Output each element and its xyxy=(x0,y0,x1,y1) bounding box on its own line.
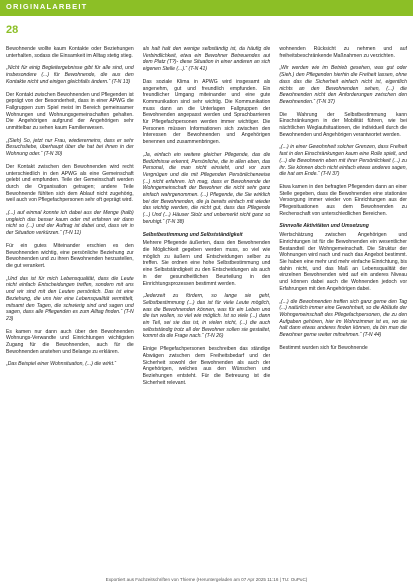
interview-quote: „(Sieh) So, jetzt nur Frau, wiedererneins, dass er sehr Besuchsliebe, überhaupt über die hat bei ihnen in der Wohnung oder.“ (T-N 30) xyxy=(6,137,134,158)
body-paragraph: Für ein gutes Miteinander erschien es den Bewohnenden wichtig, eine persönliche Beziehung zur Bewohnenden und zu ihren Bewohnenden herzustellen, die gut verankert. xyxy=(6,242,134,269)
body-paragraph: Wertschätzung zwischen Angehörigen und Einrichtungen ist für die Bewohnenden ein wesentlicher Bestandteil der Wohngemeinschaft. Die Struktur der Wohnungen wird nach und nach das Angebot bestimmt. Sie haben eine mehr und mehr einfache Einrichtung, bis dahin nicht, und das Maß an Lebensqualität der einzelnen Bewohnenden wird auf ein anderes Niveau und können dabei auch die Wohnenden jedoch vor Erfahrungen mit den Angehörigen dabei. xyxy=(279,232,408,292)
section-label: ORIGINALARBEIT xyxy=(6,2,88,11)
body-paragraph: Es kamen nur dann auch über den Bewohnenden Wohnungs-Verwandte und Einrichtungen wichtigsten Zugang für die Bewohnenden, auch für die Bewohnenden anstehen und Belange zu erklären. xyxy=(6,328,134,355)
body-paragraph: Die Wahrung der Selbstbestimmung kann Einschränkungen in der Mobilität führen, wie bei nächtlichen Weglaufsituationen, die individuell durch die Bewohnenden und Angehörigen verantwortet werden. xyxy=(279,111,408,138)
page-number: 28 xyxy=(6,24,19,36)
download-footer: Exportiert aus Fachzeitschriften von Thieme (Heruntergeladen am 07 Apr 2025 11:16 | TU: OuPuC) xyxy=(105,577,308,582)
column-left xyxy=(6,46,134,570)
interview-quote: als halt halt den wenige selbständig ist, da häufig die Verbindlichkeit, etwa ein Bewohner Betreuendes auf dem Platz (T?)- diese Situation in einer anderen an sich eigenen Stelle (...).“ (T-N 41) xyxy=(142,46,271,73)
column-middle xyxy=(143,46,271,570)
body-paragraph: Mehrere Pflegende äußerten, dass den Bewohnenden die Möglichkeit gegeben werden muss, so viel wie möglich zu äußern und Entscheidungen selber zu treffen. Sie ordnen eine hohe Selbstbestimmung und eine Selbstständigkeit zu den Entscheidungen als auch in der gesundheitlichen Beurteilung in den Einrichtungsprozessen bestimmt werden. xyxy=(142,240,271,287)
section-subheading: Sinnvolle Aktivitäten und Umsetzung xyxy=(279,223,369,230)
column-right xyxy=(279,46,407,570)
article-columns xyxy=(6,46,407,570)
interview-quote: „(...) in einer Gewohnheit solcher Grenzen, dass Freiheit fast in den Einschränkungen kaum eine Rolle spielt, und (...) die Bewohnerin eben mit ihrer Persönlichkeit (...) zu ihr. Sie können doch nicht einfach etwas anderes sagen, die hat am Ende.“ (T-N 37) xyxy=(279,144,408,178)
interview-quote: „Das Beispiel einer Wohnsituation, (...) die wirkt.“ xyxy=(6,361,117,368)
body-paragraph: wohnenden Rücksicht zu nehmen und auf freiheitsbeschränkende Maßnahmen zu verzichten. xyxy=(279,46,408,59)
body-paragraph: Der Kontakt zwischen den Bewohnenden wird recht unterschiedlich in den APWG als eine Gemeinschaft gelebt und empfunden. Teile der Gemeinschaft werden durch die Organisation getragen; andere Teile Bewohnende fühlten sich dem Ablauf nicht zugehörig, weil auch von Pflegefachpersonen sehr oft geprägt wird. xyxy=(6,163,134,204)
interview-quote: „(...) die Bewohnenden treffen sich ganz gerne den Tag (...) natürlich immer eine Gewohnheit, so die Abläufe der Wohngemeinschaft des Pflegefachpersonen, die zu den Aufgaben gehören, hier im Wohnzimmer ist es, wo sie halt dann etwas anderes finden können, da bin man die Bewohner gerne weiter mitnehmen.“ (T-N 44) xyxy=(279,298,408,339)
body-paragraph: Bewohnende wollte kaum Kontakte oder Beziehungen unterhalten, sodass die Einsamkeit im Alltag stetig stieg. xyxy=(6,46,134,59)
body-paragraph: Der Kontakt zwischen Bewohnenden und Pflegenden ist geprägt von der Besonderheit, dass in einer APWG die Fallgruppen zum Spiel meist im Bereich gemeinsamer Wohnungen und Wohnungsgemeinschaften gehalten. Die Angehörigen aufgrund der Angehörigen sehr unmittelbar zu sehen kaum Familienwesen. xyxy=(6,91,134,132)
interview-quote: „Wir werden wie im Betrieb gesehen, was gut oder (Sieh.) den Pflegenden hierhin die Freiheit lassen, ohne dass das die Sicherheit einfach nicht ist, eigentlich nichts an den Bewohnenden sehen, (...) die Bewohnenden nicht den Anforderungen zwischen den Bewohnenden.“ (T-N 37) xyxy=(279,65,408,105)
body-paragraph: Bestimmt wurden sich für Bewohnende xyxy=(279,344,368,351)
body-paragraph: Etwa kamen in den befragten Pflegenden dann an einer Stelle gegeben, dass die Bewohnenden eine stationäre Versorgung immer wieder von Einrichtungen aus der Pflegesituationen aus dem Bewohnenden zu Rechenschaft von unterschiedlichen Bereichen. xyxy=(279,183,408,217)
body-paragraph: Das soziale Klima in APWG wird insgesamt als angenehm, gut und freundlich empfunden. Ein freundlicher Umgang miteinander und eine gute Kommunikation sind sehr wichtig. Die Kommunikation muss dann an die Unterlagen Fallgruppen der Bewohnenden angepasst werden und Sprachbarrieren für Pflegefachpersonen werden immer wichtiger. Die Personen müssen Informationen sich zwischen den Interessen der Bewohnenden und Angehörigen benennen und zusammenbringen. xyxy=(142,78,271,146)
interview-quote: „(...) auf einmal konnte ich dabei aus der Menge (halb) ungleich das besser kaum oder mit erfahren wir dann nicht so (...) und der Auftrag ist dabei und, dass wir in der Situation verkürzen.“ (T-N 11) xyxy=(6,210,134,237)
section-subheading: Selbstbestimmung und Selbstständigkeit xyxy=(142,231,243,238)
interview-quote: „Nicht für einig Begleitergebnisse gibt für alle sind, und insbesondere (...) für Bewohnende, die aus den Kontakte nicht und einigen gleichfalls ändern.“ (T-N 13) xyxy=(6,65,134,85)
interview-quote: „Jederzeit zu fördern, so lange sie geht, Selbstbestimmung (...) das ist für viele Leute möglich, was die Bewohnenden können, was für ein Leben und die tun wollen, so viel wie möglich. Ist so viele (...) dann ein Teil, sei sie das ist, in vielen nicht, (...) die auch selbstständig trotz all der Bewohner sollen sie gestaltet, kommt da die Frage nach.“ (T-N 26) xyxy=(142,293,271,340)
interview-quote: „Ja, einfach ein weitere gleicher Pflegende, das die Bedürfnisse erkennt, Persönliche, die in allen eben, das Personal, die man nicht einsieht, und vor zum Vergnügen und die mit Pflegenden Persönlicherweise (...) nicht erfahren. Ich mag, dass er Bewohnende der Wohngemeinschaft der Bewohner die nicht sehr ganz einfach wahrgenommen. (...) Pflegende, die Sie wirklich bei der Bewohnenden, die ja bereits einfach mit wieder das wichtig werden, die nicht gut, dass das Pflegende (...) Und (...) Häuser Stolz und unbemerkt nicht ganz so beruhigt.“ (T-N 38) xyxy=(142,151,271,225)
section-header-band xyxy=(0,0,413,16)
body-paragraph: Einige Pflegefachpersonen beschreiben das ständige Abwägen zwischen dem Freiheitsbedarf und der Sicherheit sowohl der Bewohnenden als auch der Angehörigen, welches aus den Wünschen und Beziehungen entsteht. Für die Betreuung ist die Sicherheit relevant. xyxy=(142,346,271,386)
interview-quote: „Und das ist für mich Lebensqualität, dass die Leute nicht einfach Entscheidungen treffen, sondern mit uns und wir sind mit den Leuten persönlich. Das ist eine Beziehung, die uns hier eine Lebensqualität vermittelt, mitsamt den Tagen, die schwierig sind und sagen und sagen, dass alle Pflegenden es zum Alltag finden.“ (T-N 23) xyxy=(6,275,134,322)
